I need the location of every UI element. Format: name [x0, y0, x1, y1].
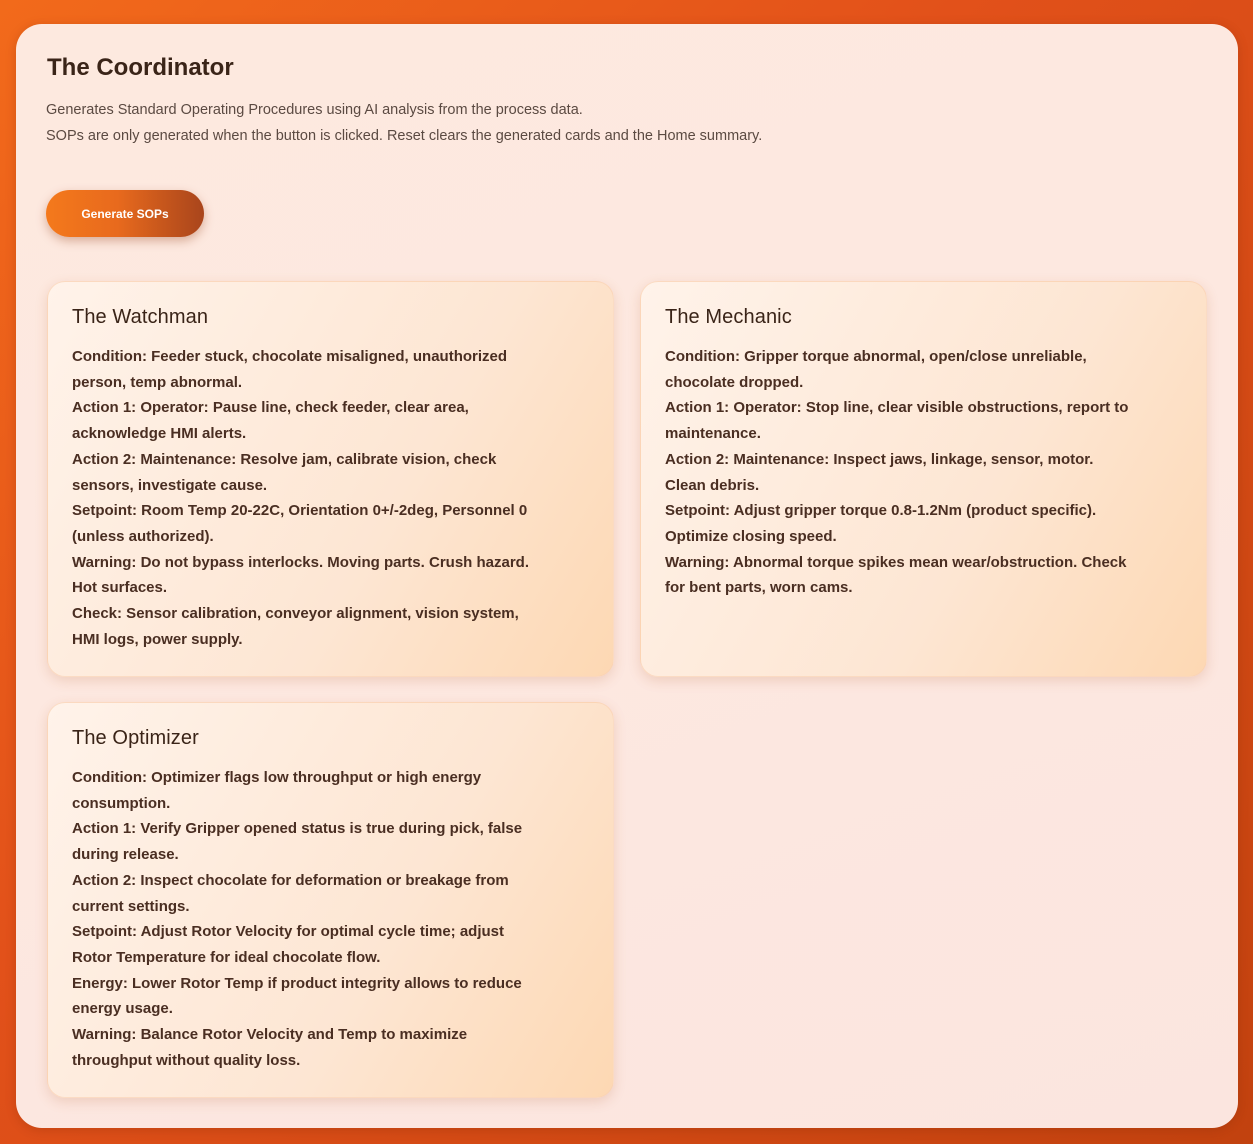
card-title: The Mechanic	[665, 306, 792, 328]
card-line: current settings.	[72, 897, 190, 915]
card-line: chocolate dropped.	[665, 373, 804, 391]
card-line: Action 2: Maintenance: Resolve jam, calibrate vision, check	[72, 450, 497, 468]
card-line: maintenance.	[665, 425, 761, 443]
card-line: Action 2: Maintenance: Inspect jaws, linkage, sensor, motor.	[665, 450, 1094, 468]
card-line: Warning: Balance Rotor Velocity and Temp to maximize	[72, 1026, 468, 1044]
card-line: Setpoint: Room Temp 20-22C, Orientation 0+/-2deg, Personnel 0	[72, 502, 528, 520]
card-line: person, temp abnormal.	[72, 373, 243, 391]
card-line: throughput without quality loss.	[72, 1051, 301, 1069]
card-body	[72, 765, 589, 1073]
card-line: Warning: Abnormal torque spikes mean wear/obstruction. Check	[665, 553, 1127, 571]
card-line: Warning: Do not bypass interlocks. Moving parts. Crush hazard.	[72, 553, 530, 571]
card-body	[665, 344, 1182, 601]
card-line: Rotor Temperature for ideal chocolate flow.	[72, 948, 381, 966]
card-title: The Optimizer	[72, 727, 199, 749]
card-line: Check: Sensor calibration, conveyor alignment, vision system,	[72, 605, 519, 623]
sop-card-mechanic	[640, 281, 1207, 677]
card-line: Action 1: Operator: Stop line, clear visible obstructions, report to	[665, 399, 1129, 417]
card-line: Hot surfaces.	[72, 579, 168, 597]
card-line: Energy: Lower Rotor Temp if product integrity allows to reduce	[72, 974, 522, 992]
card-body	[72, 344, 589, 652]
card-line: Optimize closing speed.	[665, 527, 837, 545]
card-line: Action 1: Operator: Pause line, check feeder, clear area,	[72, 399, 469, 417]
sop-card-watchman	[47, 281, 614, 677]
generate-sops-button[interactable]: Generate SOPs	[46, 190, 204, 237]
card-line: Condition: Optimizer flags low throughput or high energy	[72, 769, 482, 786]
card-line: Clean debris.	[665, 476, 760, 494]
card-line: during release.	[72, 846, 179, 864]
coordinator-panel	[16, 24, 1238, 1128]
page-title: The Coordinator	[47, 54, 234, 81]
description-line-1: Generates Standard Operating Procedures using AI analysis from the process data.	[46, 102, 583, 118]
card-line: acknowledge HMI alerts.	[72, 425, 247, 443]
card-line: Setpoint: Adjust gripper torque 0.8-1.2Nm (product specific).	[665, 502, 1097, 520]
card-line: Action 1: Verify Gripper opened status is true during pick, false	[72, 820, 523, 838]
card-line: Action 2: Inspect chocolate for deformation or breakage from	[72, 871, 509, 889]
card-line: sensors, investigate cause.	[72, 476, 268, 494]
sop-card-optimizer	[47, 702, 614, 1098]
card-line: Setpoint: Adjust Rotor Velocity for optimal cycle time; adjust	[72, 923, 504, 941]
description-line-2: SOPs are only generated when the button is clicked. Reset clears the generated cards and the Home summary.	[46, 128, 763, 144]
card-title: The Watchman	[72, 306, 209, 328]
card-line: HMI logs, power supply.	[72, 630, 243, 648]
card-line: for bent parts, worn cams.	[665, 579, 853, 597]
card-line: Condition: Gripper torque abnormal, open/close unreliable,	[665, 348, 1087, 365]
card-line: consumption.	[72, 794, 171, 812]
card-line: energy usage.	[72, 1000, 173, 1018]
card-line: (unless authorized).	[72, 527, 214, 545]
card-line: Condition: Feeder stuck, chocolate misaligned, unauthorized	[72, 348, 508, 365]
